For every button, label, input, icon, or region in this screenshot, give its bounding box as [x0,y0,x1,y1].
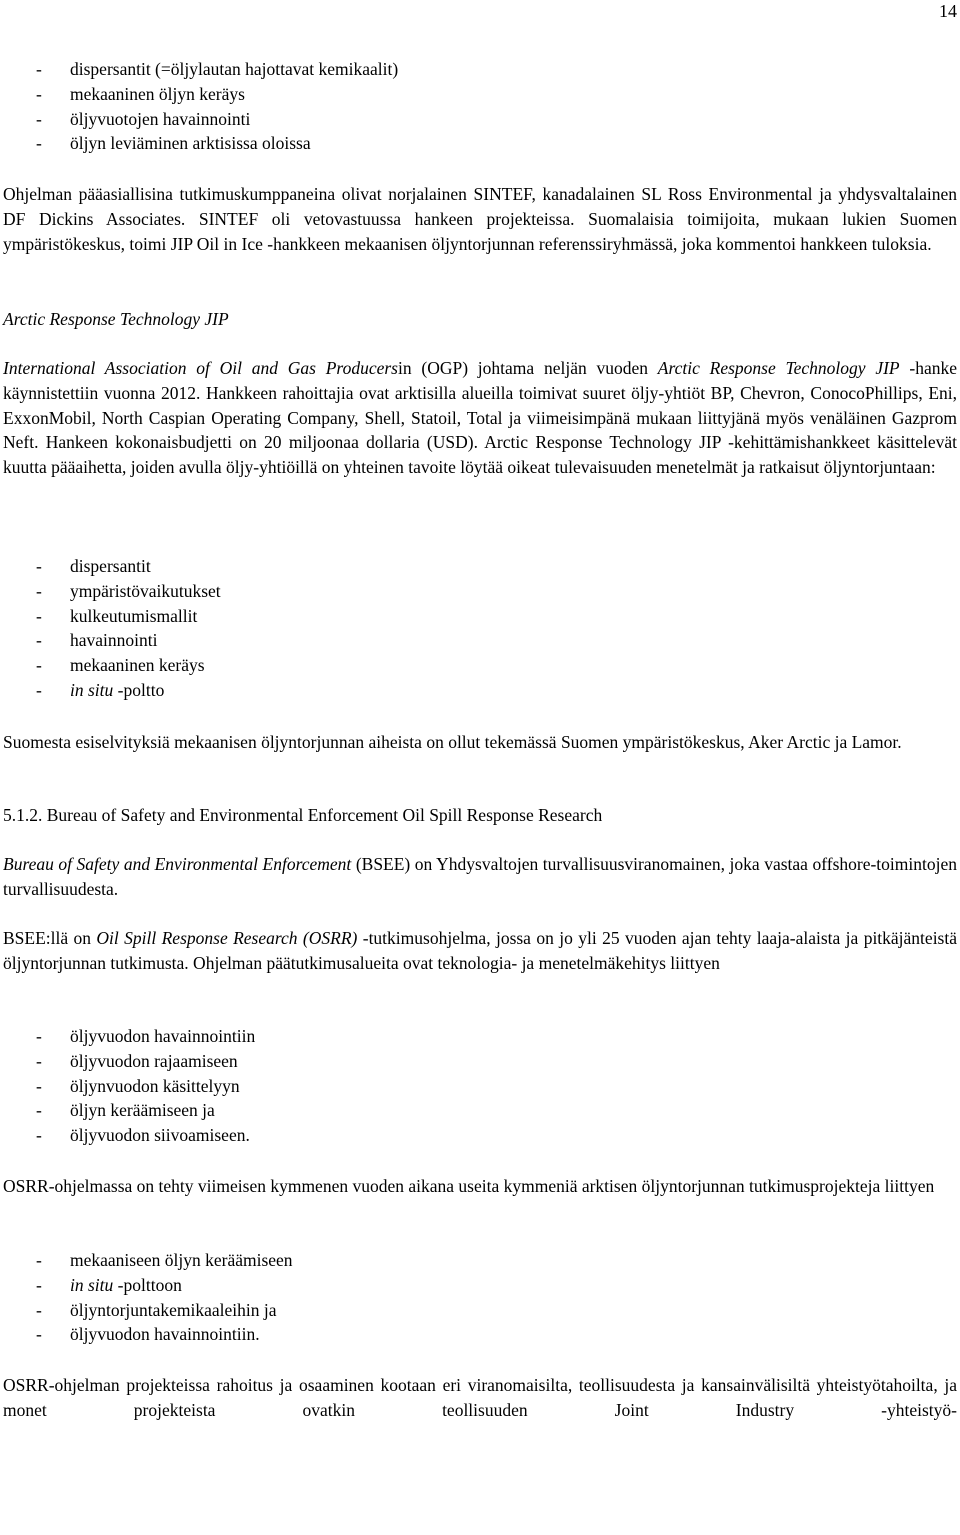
list-item: - in situ -poltto [36,679,165,700]
partners-paragraph: Ohjelman pääasiallisina tutkimuskumppaneina olivat norjalainen SINTEF, kanadalainen SL Ross Environmental ja yhdysvaltalainen DF Dickins Associates. SINTEF oli vetovastuussa hankeen projekteissa. Suomalaisia toimijoita, mukaan lukien Suomen ympäristökeskus, toimi JIP Oil in Ice -hankkeen mekaanisen öljyntorjunnan referenssiryhmässä, joka kommentoi hankkeen tuloksia. [3,184,957,254]
list-item: - dispersantit (=öljylautan hajottavat kemikaalit) [36,59,399,79]
list-item: - öljyn keräämiseen ja [36,1100,215,1121]
main-topics-list [3,554,957,703]
list-item: - öljyvuodon siivoamiseen. [36,1125,250,1146]
list-item: - havainnointi [36,630,158,651]
list-item: - öljyn leviäminen arktisissa oloissa [36,133,311,154]
page-number: 14 [939,1,957,21]
research-topics-list [3,57,957,156]
list-item: - mekaaniseen öljyn keräämiseen [36,1250,293,1270]
section-heading-arctic-response: Arctic Response Technology JIP [3,309,229,329]
osrr-arctic-paragraph: OSRR-ohjelmassa on tehty viimeisen kymmenen vuoden aikana useita kymmeniä arktisen öljyntorjunnan tutkimusprojekteja liittyen [3,1176,935,1196]
list-item: - öljyntorjuntakemikaaleihin ja [36,1299,277,1320]
list-item: - öljyvuotojen havainnointi [36,108,251,129]
list-item: - öljyvuodon rajaamiseen [36,1050,238,1071]
osrr-funding-paragraph: OSRR-ohjelman projekteissa rahoitus ja osaaminen kootaan eri viranomaisilta, teollisuudesta ja kansainvälisiltä yhteistyötahoilta, ja monet projekteista ovatkin teollisuuden Joint Industry -yhteistyö- [3,1375,957,1420]
list-item: - dispersantit [36,556,151,576]
research-areas-list [3,1024,957,1148]
list-item: - öljyvuodon havainnointiin. [36,1324,260,1345]
finland-studies-paragraph: Suomesta esiselvityksiä mekaanisen öljyntorjunnan aiheista on ollut tekemässä Suomen ympäristökeskus, Aker Arctic ja Lamor. [3,732,902,752]
list-item: - in situ -polttoon [36,1274,182,1295]
arctic-response-paragraph: International Association of Oil and Gas Producersin (OGP) johtama neljän vuoden Arctic Response Technology JIP -hanke käynnistettiin vuonna 2012. Hankkeen rahoittajia ovat arktisilla alueilla toimivat suuret öljy-yhtiöt BP, Chevron, ConocoPhillips, Eni, ExxonMobil, North Caspian Operating Company, Shell, Statoil, Total ja viimeisimpänä mukaan liittyjänä myös venäläinen Gazprom Neft. Hankeen kokonaisbudjetti on 20 miljoonaa dollaria (USD). Arctic Response Technology JIP -kehittämishankkeet käsittelevät kuutta pääaihetta, joiden avulla öljy-yhtiöillä on yhteinen tavoite löytää oikeat tulevaisuuden menetelmät ja ratkaisut öljyntorjuntaan: [3,358,957,478]
list-item: - mekaaninen öljyn keräys [36,83,245,104]
list-item: - öljyvuodon havainnointiin [36,1026,256,1046]
list-item: - mekaaninen keräys [36,655,205,676]
list-item: - öljynvuodon käsittelyyn [36,1075,240,1096]
osrr-paragraph: BSEE:llä on Oil Spill Response Research (OSRR) -tutkimusohjelma, jossa on jo yli 25 vuoden ajan tehty laaja-alaista ja pitkäjänteistä öljyntorjunnan tutkimusta. Ohjelman päätutkimusalueita ovat teknologia- ja menetelmäkehitys liittyen [3,928,957,973]
section-heading-bsee: 5.1.2. Bureau of Safety and Environmental Enforcement Oil Spill Response Research [3,805,603,825]
list-item: - kulkeutumismallit [36,605,198,626]
list-item: - ympäristövaikutukset [36,580,221,601]
bsee-paragraph: Bureau of Safety and Environmental Enforcement (BSEE) on Yhdysvaltojen turvallisuusviranomainen, joka vastaa offshore-toimintojen turvallisuudesta. [3,854,957,899]
arctic-projects-list [3,1248,957,1347]
